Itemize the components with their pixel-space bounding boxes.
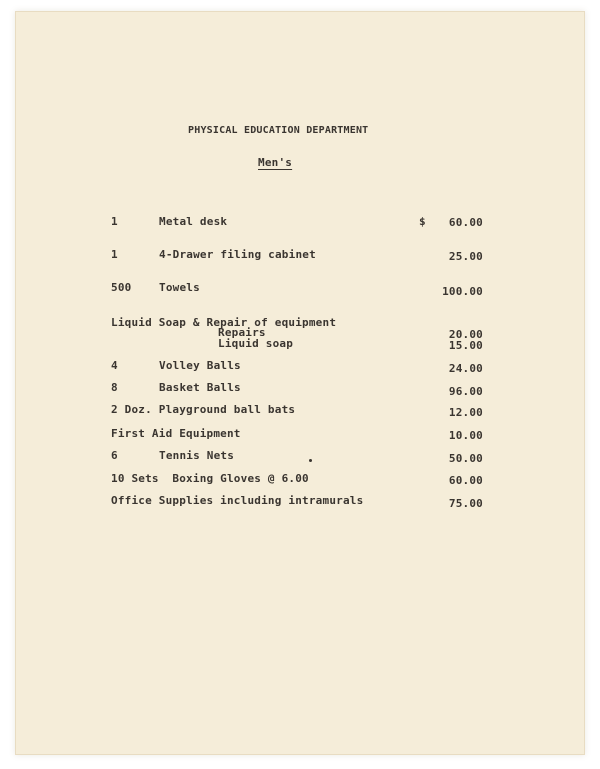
item-amount: 24.00 — [448, 362, 483, 375]
page-title: PHYSICAL EDUCATION DEPARTMENT — [188, 125, 369, 136]
document-page — [15, 11, 585, 755]
item-quantity: 500 — [111, 281, 132, 294]
item-quantity: 8 — [111, 381, 118, 394]
item-description: 10 Sets Boxing Gloves @ 6.00 — [111, 472, 309, 485]
item-amount: 96.00 — [448, 385, 483, 398]
item-amount: 12.00 — [448, 406, 483, 419]
dollar-sign: $ — [419, 215, 426, 228]
sub-item-description: Liquid soap — [218, 337, 294, 350]
item-amount: 50.00 — [448, 452, 483, 465]
item-description: First Aid Equipment — [111, 427, 241, 440]
item-description: Basket Balls — [159, 381, 241, 394]
item-amount: 25.00 — [448, 250, 483, 263]
item-description: Tennis Nets — [159, 449, 235, 462]
item-description: Towels — [159, 281, 200, 294]
item-description: Office Supplies including intramurals — [111, 494, 364, 507]
sub-item-amount: 15.00 — [448, 339, 483, 352]
item-description: Volley Balls — [159, 359, 241, 372]
item-amount: 60.00 — [448, 216, 483, 229]
item-amount: 10.00 — [448, 429, 483, 442]
item-description: Liquid Soap & Repair of equipment — [111, 316, 337, 329]
item-quantity: 4 — [111, 359, 118, 372]
item-description: Metal desk — [159, 215, 228, 228]
sub-item-description: Repairs — [218, 326, 266, 339]
sub-item-amount: 20.00 — [448, 328, 483, 341]
item-amount: 75.00 — [448, 497, 483, 510]
item-amount: 100.00 — [442, 285, 483, 298]
item-quantity: 6 — [111, 449, 118, 462]
section-subtitle: Men's — [258, 156, 293, 169]
item-quantity: 1 — [111, 248, 118, 261]
item-amount: 60.00 — [448, 474, 483, 487]
item-description: 4-Drawer filing cabinet — [159, 248, 316, 261]
item-quantity: 1 — [111, 215, 118, 228]
item-description: 2 Doz. Playground ball bats — [111, 403, 296, 416]
ink-speck — [309, 459, 312, 462]
